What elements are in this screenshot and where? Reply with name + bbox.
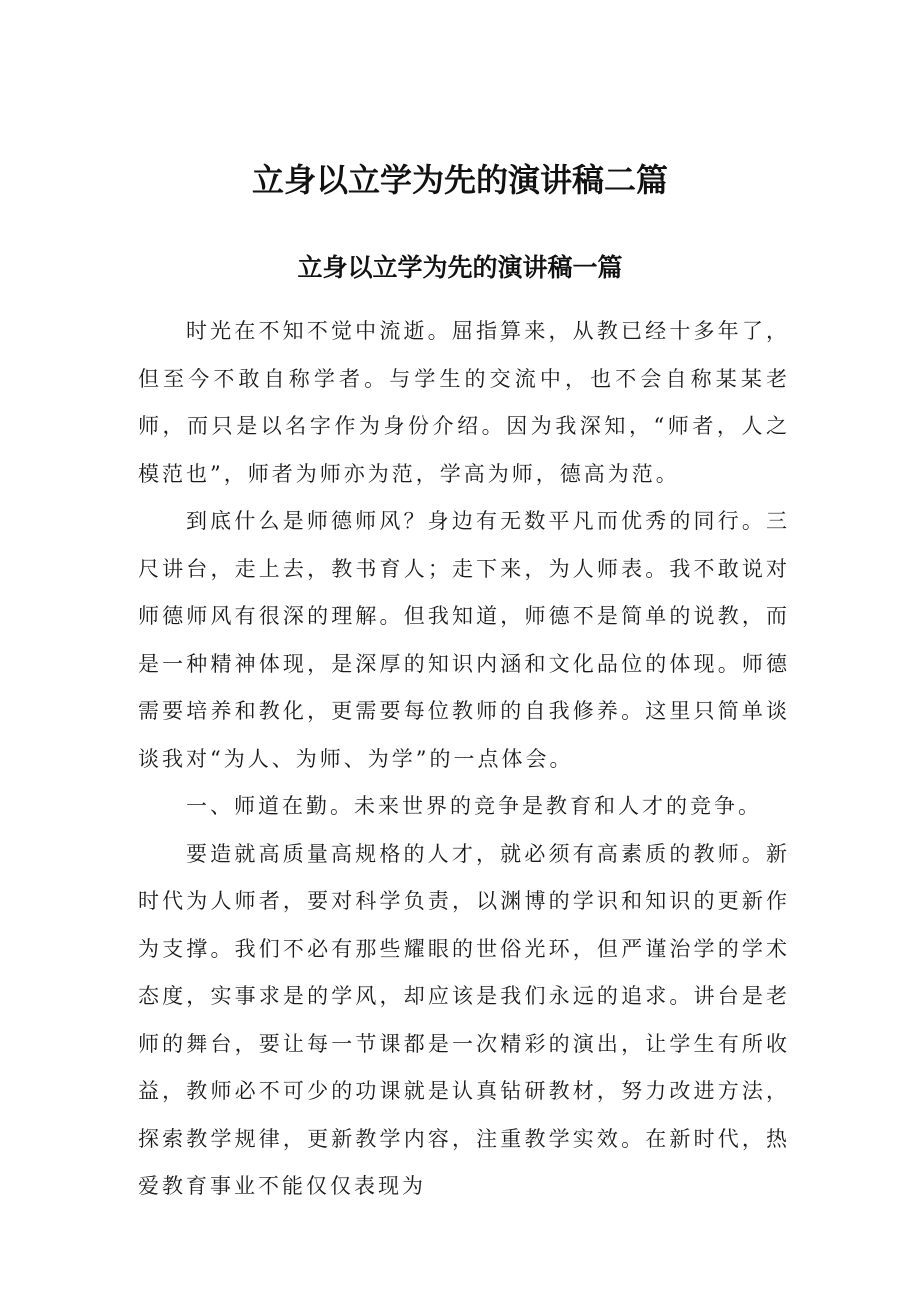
paragraph: 要造就高质量高规格的人才，就必须有高素质的教师。新时代为人师者，要对科学负责，以渊博的学识和知识的更新作为支撑。我们不必有那些耀眼的世俗光环，但严谨治学的学术态度，实事求是的学风，却应该是我们永远的追求。讲台是老师的舞台，要让每一节课都是一次精彩的演出，让学生有所收益，教师必不可少的功课就是认真钻研教材，努力改进方法，探索教学规律，更新教学内容，注重教学实效。在新时代，热爱教育事业不能仅仅表现为 [138,841,790,1198]
paragraph: 时光在不知不觉中流逝。屈指算来，从教已经十多年了，但至今不敢自称学者。与学生的交流中，也不会自称某某老师，而只是以名字作为身份介绍。因为我深知，“师者，人之模范也”，师者为师亦为范，学高为师，德高为范。 [138,319,790,486]
paragraph: 到底什么是师德师风？身边有无数平凡而优秀的同行。三尺讲台，走上去，教书育人；走下来，为人师表。我不敢说对师德师风有很深的理解。但我知道，师德不是简单的说教，而是一种精神体现，是深厚的知识内涵和文化品位的体现。师德需要培养和教化，更需要每位教师的自我修养。这里只简单谈谈我对“为人、为师、为学”的一点体会。 [138,509,790,771]
document-body [138,308,790,1211]
document-title: 立身以立学为先的演讲稿二篇 [251,161,668,199]
document-subtitle: 立身以立学为先的演讲稿一篇 [297,253,623,282]
paragraph: 一、师道在勤。未来世界的竞争是教育和人才的竞争。 [186,794,762,818]
